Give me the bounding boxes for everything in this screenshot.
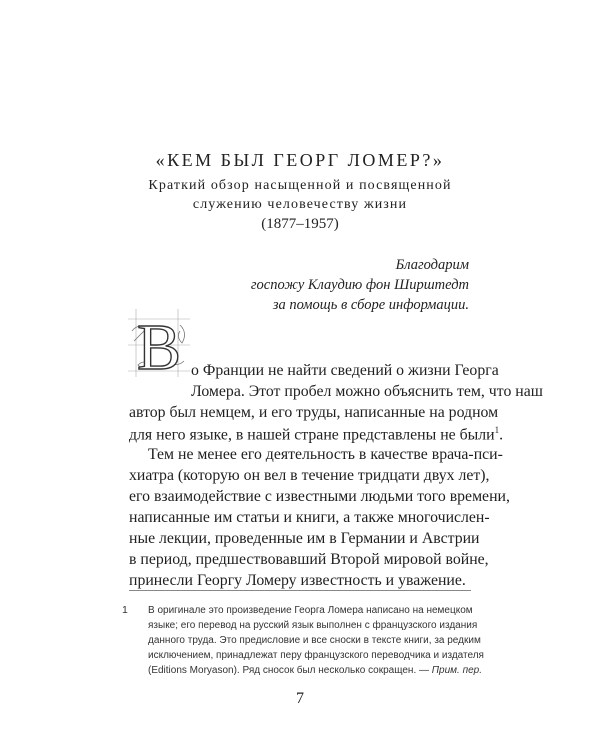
acknowledgement-line-2: госпожу Клаудию фон Ширштедт — [250, 277, 469, 293]
footnote-marker[interactable]: 1 — [494, 425, 500, 435]
footnote-number: 1 — [122, 604, 128, 616]
body-line-9: ные лекции, проведенные им в Германии и Австрии — [129, 530, 480, 547]
body-line-4-end: . — [499, 426, 504, 444]
ornamental-dropcap — [128, 305, 190, 379]
footnote-line-3: данного труда. Это предисловие и все сноски в тексте книги, за редким — [148, 635, 481, 646]
body-line-2: Ломера. Этот пробел можно объяснить тем, что наш — [191, 383, 543, 400]
footnote-line-1: В оригинале это произведение Георга Ломера написано на немецком — [148, 605, 473, 616]
chapter-title: «КЕМ БЫЛ ГЕОРГ ЛОМЕР?» — [155, 150, 445, 170]
body-line-11: принесли Георгу Ломеру известность и уважение. — [129, 572, 466, 589]
body-line-1: о Франции не найти сведений о жизни Георга — [191, 362, 499, 379]
body-line-4-text: для него языке, в нашей стране представлены не были — [129, 426, 495, 444]
chapter-subtitle-line-2: служению человечеству жизни — [192, 197, 408, 212]
body-line-3: автор был немцем, и его труды, написанные на родном — [129, 404, 499, 421]
footnote-line-5 — [148, 665, 482, 676]
footnote-divider — [129, 590, 471, 591]
footnote-translator-note: Прим. пер. — [431, 665, 482, 676]
footnote-line-5-text: (Editions Moryason). Ряд сносок был несколько сокращен. — — [148, 665, 429, 676]
body-line-4 — [129, 425, 503, 444]
page-number: 7 — [296, 690, 304, 707]
body-line-5: Тем не менее его деятельность в качестве врача-пси- — [148, 446, 503, 463]
dropcap-letter: В — [136, 311, 182, 379]
footnote-line-4: исключением, принадлежат перу французского переводчика и издателя — [148, 650, 484, 661]
body-line-10: в период, предшествовавший Второй мировой войне, — [129, 551, 489, 568]
footnote-line-2: языке; его перевод на русский язык выполнен с французского издания — [148, 620, 478, 631]
body-line-6: хиатра (которую он вел в течение тридцати двух лет), — [129, 467, 490, 484]
acknowledgement-line-1: Благодарим — [395, 257, 469, 273]
acknowledgement-line-3: за помощь в сборе информации. — [272, 297, 469, 313]
body-line-7: его взаимодействие с известными людьми того времени, — [129, 488, 510, 505]
chapter-subtitle-line-1: Краткий обзор насыщенной и посвященной — [148, 178, 452, 193]
chapter-years: (1877–1957) — [261, 216, 339, 232]
body-line-8: написанные им статьи и книги, а также многочислен- — [129, 509, 490, 526]
